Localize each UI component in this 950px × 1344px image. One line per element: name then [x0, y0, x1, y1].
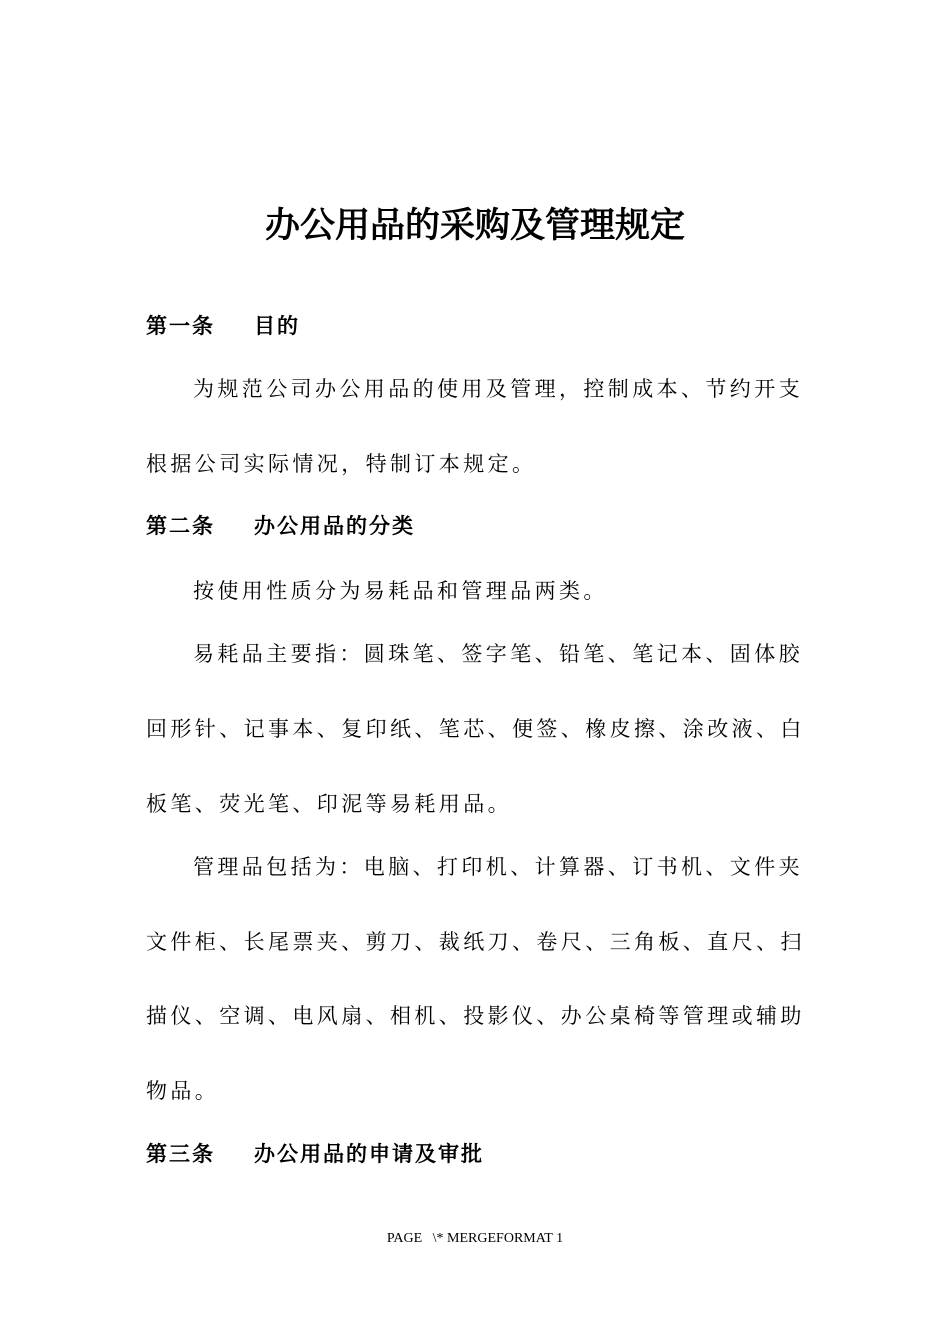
section-heading-text: 办公用品的分类 [254, 514, 415, 538]
paragraph-line: 回形针、记事本、复印纸、笔芯、便签、橡皮擦、涂改液、白 [146, 717, 805, 741]
paragraph-line: 描仪、空调、电风扇、相机、投影仪、办公桌椅等管理或辅助 [146, 1004, 805, 1028]
paragraph-line: 管理品包括为：电脑、打印机、计算器、订书机、文件夹 [193, 855, 803, 879]
paragraph-line: 为规范公司办公用品的使用及管理，控制成本、节约开支 [193, 377, 803, 401]
paragraph-line: 物品。 [146, 1079, 220, 1103]
section-heading [146, 1139, 484, 1169]
section-number: 第二条 [146, 514, 215, 538]
document-title: 办公用品的采购及管理规定 [264, 206, 685, 246]
section-number: 第一条 [146, 314, 215, 338]
paragraph-line: 按使用性质分为易耗品和管理品两类。 [193, 579, 608, 603]
paragraph-line: 文件柜、长尾票夹、剪刀、裁纸刀、卷尺、三角板、直尺、扫 [146, 930, 805, 954]
paragraph-line: 板笔、荧光笔、印泥等易耗用品。 [146, 792, 512, 816]
section-heading [146, 511, 415, 541]
paragraph-line: 根据公司实际情况，特制订本规定。 [146, 452, 537, 476]
section-heading-text: 目的 [254, 314, 300, 338]
section-heading-text: 办公用品的申请及审批 [254, 1142, 484, 1166]
paragraph-line: 易耗品主要指：圆珠笔、签字笔、铅笔、笔记本、固体胶 [193, 642, 803, 666]
section-heading [146, 311, 300, 341]
section-number: 第三条 [146, 1142, 215, 1166]
page-footer-field: PAGE \* MERGEFORMAT 1 [386, 1231, 564, 1246]
